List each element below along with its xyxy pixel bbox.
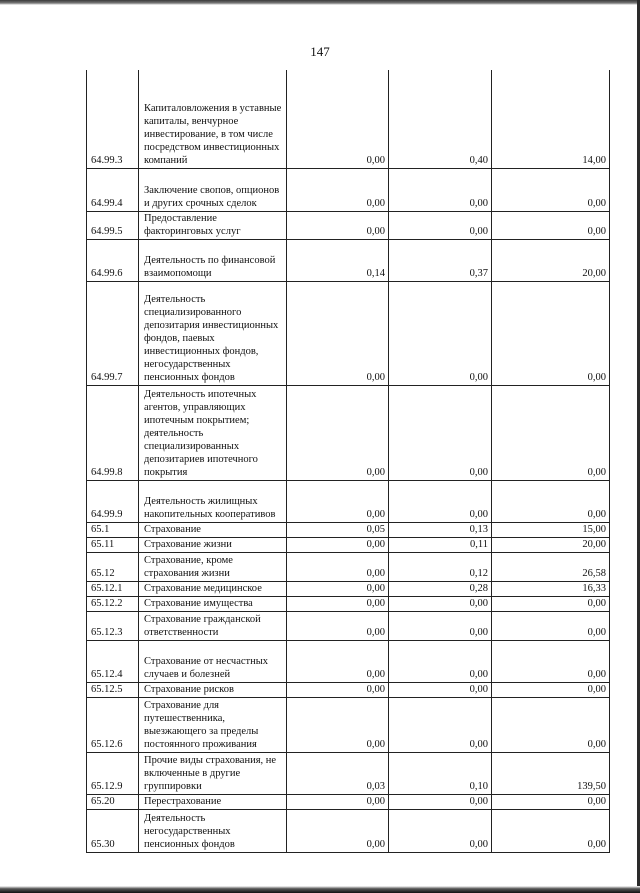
table-row (87, 522, 610, 537)
row-value-1: 0,00 (287, 70, 389, 168)
row-code: 65.12.5 (87, 682, 139, 697)
row-value-3: 16,33 (492, 581, 610, 596)
row-name: Заключение свопов, опционов и других срочных сделок (139, 168, 287, 211)
row-value-1: 0,00 (287, 480, 389, 522)
row-name: Страхование гражданской ответственности (139, 611, 287, 640)
table-row (87, 239, 610, 281)
row-code: 65.11 (87, 537, 139, 552)
row-name: Предоставление факторинговых услуг (139, 211, 287, 239)
table-row (87, 794, 610, 809)
row-code: 64.99.3 (87, 70, 139, 168)
row-value-1: 0,00 (287, 211, 389, 239)
row-code: 65.12 (87, 552, 139, 581)
row-value-3: 20,00 (492, 537, 610, 552)
row-value-1: 0,00 (287, 611, 389, 640)
row-value-2: 0,11 (389, 537, 492, 552)
row-value-3: 0,00 (492, 794, 610, 809)
scan-edge-bottom (0, 886, 640, 893)
row-value-3: 26,58 (492, 552, 610, 581)
row-value-3: 0,00 (492, 211, 610, 239)
row-value-2: 0,00 (389, 211, 492, 239)
row-value-3: 139,50 (492, 752, 610, 794)
row-code: 64.99.8 (87, 385, 139, 480)
row-value-1: 0,00 (287, 794, 389, 809)
row-name: Страхование медицинское (139, 581, 287, 596)
row-value-3: 0,00 (492, 281, 610, 385)
row-name: Страхование рисков (139, 682, 287, 697)
row-name: Деятельность по финансовой взаимопомощи (139, 239, 287, 281)
row-value-3: 0,00 (492, 596, 610, 611)
row-name: Страхование от несчастных случаев и болезней (139, 640, 287, 682)
row-value-3: 0,00 (492, 611, 610, 640)
row-code: 65.12.3 (87, 611, 139, 640)
row-value-3: 20,00 (492, 239, 610, 281)
row-name: Страхование (139, 522, 287, 537)
row-code: 64.99.7 (87, 281, 139, 385)
row-name: Деятельность жилищных накопительных кооперативов (139, 480, 287, 522)
row-value-2: 0,00 (389, 640, 492, 682)
row-value-1: 0,00 (287, 537, 389, 552)
table-row (87, 596, 610, 611)
row-value-3: 0,00 (492, 480, 610, 522)
table-row (87, 385, 610, 480)
row-value-3: 0,00 (492, 640, 610, 682)
row-value-3: 0,00 (492, 168, 610, 211)
table-row (87, 697, 610, 752)
row-code: 64.99.5 (87, 211, 139, 239)
row-name: Страхование, кроме страхования жизни (139, 552, 287, 581)
table-row (87, 211, 610, 239)
row-value-2: 0,12 (389, 552, 492, 581)
row-value-1: 0,00 (287, 682, 389, 697)
row-value-1: 0,00 (287, 596, 389, 611)
row-value-1: 0,03 (287, 752, 389, 794)
row-value-2: 0,10 (389, 752, 492, 794)
row-name: Деятельность ипотечных агентов, управляющих ипотечным покрытием; деятельность специализированных депозитариев ипотечного покрытия (139, 385, 287, 480)
row-code: 65.1 (87, 522, 139, 537)
row-value-2: 0,28 (389, 581, 492, 596)
table-row (87, 281, 610, 385)
row-code: 65.20 (87, 794, 139, 809)
row-value-2: 0,00 (389, 809, 492, 852)
row-value-2: 0,00 (389, 596, 492, 611)
row-code: 64.99.6 (87, 239, 139, 281)
row-code: 65.12.6 (87, 697, 139, 752)
row-value-2: 0,00 (389, 794, 492, 809)
okved-table (86, 70, 610, 853)
row-value-1: 0,14 (287, 239, 389, 281)
row-value-2: 0,00 (389, 385, 492, 480)
row-value-1: 0,00 (287, 281, 389, 385)
row-value-3: 0,00 (492, 809, 610, 852)
row-name: Капиталовложения в уставные капиталы, венчурное инвестирование, в том числе посредством инвестиционных компаний (139, 70, 287, 168)
table-row (87, 682, 610, 697)
row-value-3: 0,00 (492, 682, 610, 697)
row-value-1: 0,00 (287, 168, 389, 211)
row-value-1: 0,05 (287, 522, 389, 537)
table-row (87, 552, 610, 581)
row-value-1: 0,00 (287, 809, 389, 852)
row-name: Прочие виды страхования, не включенные в другие группировки (139, 752, 287, 794)
row-value-2: 0,00 (389, 682, 492, 697)
row-value-2: 0,00 (389, 697, 492, 752)
row-name: Деятельность негосударственных пенсионных фондов (139, 809, 287, 852)
row-name: Деятельность специализированного депозитария инвестиционных фондов, паевых инвестиционных фондов, негосударственных пенсионных фондов (139, 281, 287, 385)
row-value-2: 0,00 (389, 168, 492, 211)
page-number: 147 (310, 44, 330, 59)
row-value-2: 0,00 (389, 611, 492, 640)
table-row (87, 752, 610, 794)
row-name: Страхование жизни (139, 537, 287, 552)
row-value-2: 0,00 (389, 480, 492, 522)
row-value-2: 0,13 (389, 522, 492, 537)
row-code: 65.12.9 (87, 752, 139, 794)
row-value-3: 15,00 (492, 522, 610, 537)
row-value-1: 0,00 (287, 552, 389, 581)
table-body (87, 70, 610, 852)
table-row (87, 809, 610, 852)
table-row (87, 70, 610, 168)
table-row (87, 480, 610, 522)
row-value-1: 0,00 (287, 640, 389, 682)
table-row (87, 611, 610, 640)
table-row (87, 581, 610, 596)
row-value-2: 0,40 (389, 70, 492, 168)
row-value-3: 14,00 (492, 70, 610, 168)
table-row (87, 640, 610, 682)
scan-edge-top (0, 0, 640, 5)
row-name: Страхование для путешественника, выезжающего за пределы постоянного проживания (139, 697, 287, 752)
row-value-1: 0,00 (287, 385, 389, 480)
row-value-2: 0,37 (389, 239, 492, 281)
row-code: 65.12.4 (87, 640, 139, 682)
row-value-3: 0,00 (492, 385, 610, 480)
row-value-3: 0,00 (492, 697, 610, 752)
row-name: Страхование имущества (139, 596, 287, 611)
row-value-1: 0,00 (287, 581, 389, 596)
row-value-1: 0,00 (287, 697, 389, 752)
row-code: 65.30 (87, 809, 139, 852)
row-name: Перестрахование (139, 794, 287, 809)
row-code: 65.12.2 (87, 596, 139, 611)
table-row (87, 537, 610, 552)
row-value-2: 0,00 (389, 281, 492, 385)
row-code: 64.99.4 (87, 168, 139, 211)
table-row (87, 168, 610, 211)
row-code: 64.99.9 (87, 480, 139, 522)
row-code: 65.12.1 (87, 581, 139, 596)
